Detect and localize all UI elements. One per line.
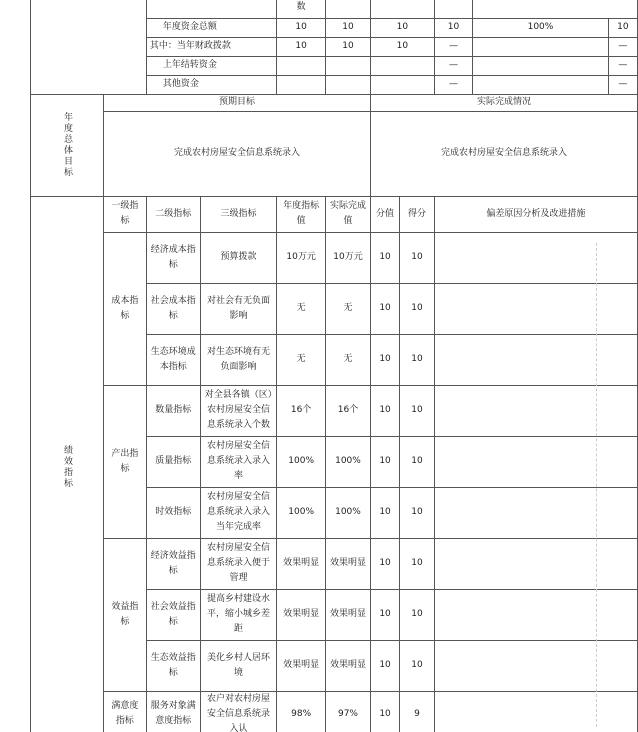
funding-row: 其中：当年财政拨款 10 10 10 — — bbox=[31, 37, 638, 56]
table-row: 成本指标 经济成本指标 预算拨款 10万元 10万元 10 10 bbox=[31, 232, 638, 283]
note-cell bbox=[434, 334, 637, 385]
goals-side-label: 年度总体目标 bbox=[31, 94, 104, 196]
table-row: 时效指标 农村房屋安全信息系统录入录入当年完成率 100% 100% 10 10 bbox=[31, 487, 638, 538]
note-cell bbox=[434, 283, 637, 334]
note-cell bbox=[434, 640, 637, 691]
table-row: 社会成本指标 对社会有无负面影响 无 无 10 10 bbox=[31, 283, 638, 334]
perf-header-row bbox=[31, 196, 638, 232]
funding-row: 其他资金 — — bbox=[31, 75, 638, 94]
expected-goal-text: 完成农村房屋安全信息系统录入 bbox=[104, 111, 371, 196]
target-header: 年度指标值 bbox=[277, 196, 326, 232]
funding-header-blank bbox=[146, 0, 276, 18]
table-row: 生态效益指标 美化乡村人居环境 效果明显 效果明显 10 10 bbox=[31, 640, 638, 691]
funding-row: 年度资金总额 10 10 10 10 100% 10 bbox=[31, 18, 638, 37]
expected-goal-header: 预期目标 bbox=[104, 94, 371, 111]
score-header: 得分 bbox=[400, 196, 435, 232]
funding-header-row bbox=[31, 0, 638, 18]
note-header: 偏差原因分析及改进措施 bbox=[434, 196, 637, 232]
perf-side-label: 绩效指标 bbox=[31, 196, 104, 732]
table-row: 质量指标 农村房屋安全信息系统录入录入率 100% 100% 10 10 bbox=[31, 436, 638, 487]
note-cell bbox=[434, 232, 637, 283]
table-row: 生态环境成本指标 对生态环境有无负面影响 无 无 10 10 bbox=[31, 334, 638, 385]
note-cell bbox=[434, 691, 637, 732]
note-cell bbox=[434, 385, 637, 436]
level2-header: 二级指标 bbox=[146, 196, 200, 232]
level1-cell: 成本指标 bbox=[104, 232, 147, 385]
actual-goal-text: 完成农村房屋安全信息系统录入 bbox=[370, 111, 637, 196]
actual-goal-header: 实际完成情况 bbox=[370, 94, 637, 111]
performance-table bbox=[30, 0, 638, 732]
actual-header: 实际完成值 bbox=[325, 196, 370, 232]
level3-header: 三级指标 bbox=[200, 196, 277, 232]
funding-row: 上年结转资金 — — bbox=[31, 56, 638, 75]
level1-cell: 满意度指标 bbox=[104, 691, 147, 732]
table-row: 效益指标 经济效益指标 农村房屋安全信息系统录入便于管理 效果明显 效果明显 10 10 bbox=[31, 538, 638, 589]
page-margin-guide bbox=[596, 243, 597, 727]
funding-header-fragment: 数 bbox=[277, 0, 326, 18]
level1-cell: 产出指标 bbox=[104, 385, 147, 538]
level1-header: 一级指标 bbox=[104, 196, 147, 232]
score-max-header: 分值 bbox=[370, 196, 399, 232]
goals-content-row bbox=[31, 111, 638, 196]
note-cell bbox=[434, 487, 637, 538]
table-row: 社会效益指标 提高乡村建设水平，缩小城乡差距 效果明显 效果明显 10 10 bbox=[31, 589, 638, 640]
table-row: 满意度指标 服务对象满意度指标 农户对农村房屋安全信息系统录入认 98% 97% 10 9 bbox=[31, 691, 638, 732]
goals-header-row bbox=[31, 94, 638, 111]
note-cell bbox=[434, 589, 637, 640]
note-cell bbox=[434, 538, 637, 589]
level1-cell: 效益指标 bbox=[104, 538, 147, 691]
note-cell bbox=[434, 436, 637, 487]
table-row: 产出指标 数量指标 对全县各镇（区）农村房屋安全信息系统录入个数 16个 16个 10 10 bbox=[31, 385, 638, 436]
funding-label-cell bbox=[31, 0, 147, 94]
